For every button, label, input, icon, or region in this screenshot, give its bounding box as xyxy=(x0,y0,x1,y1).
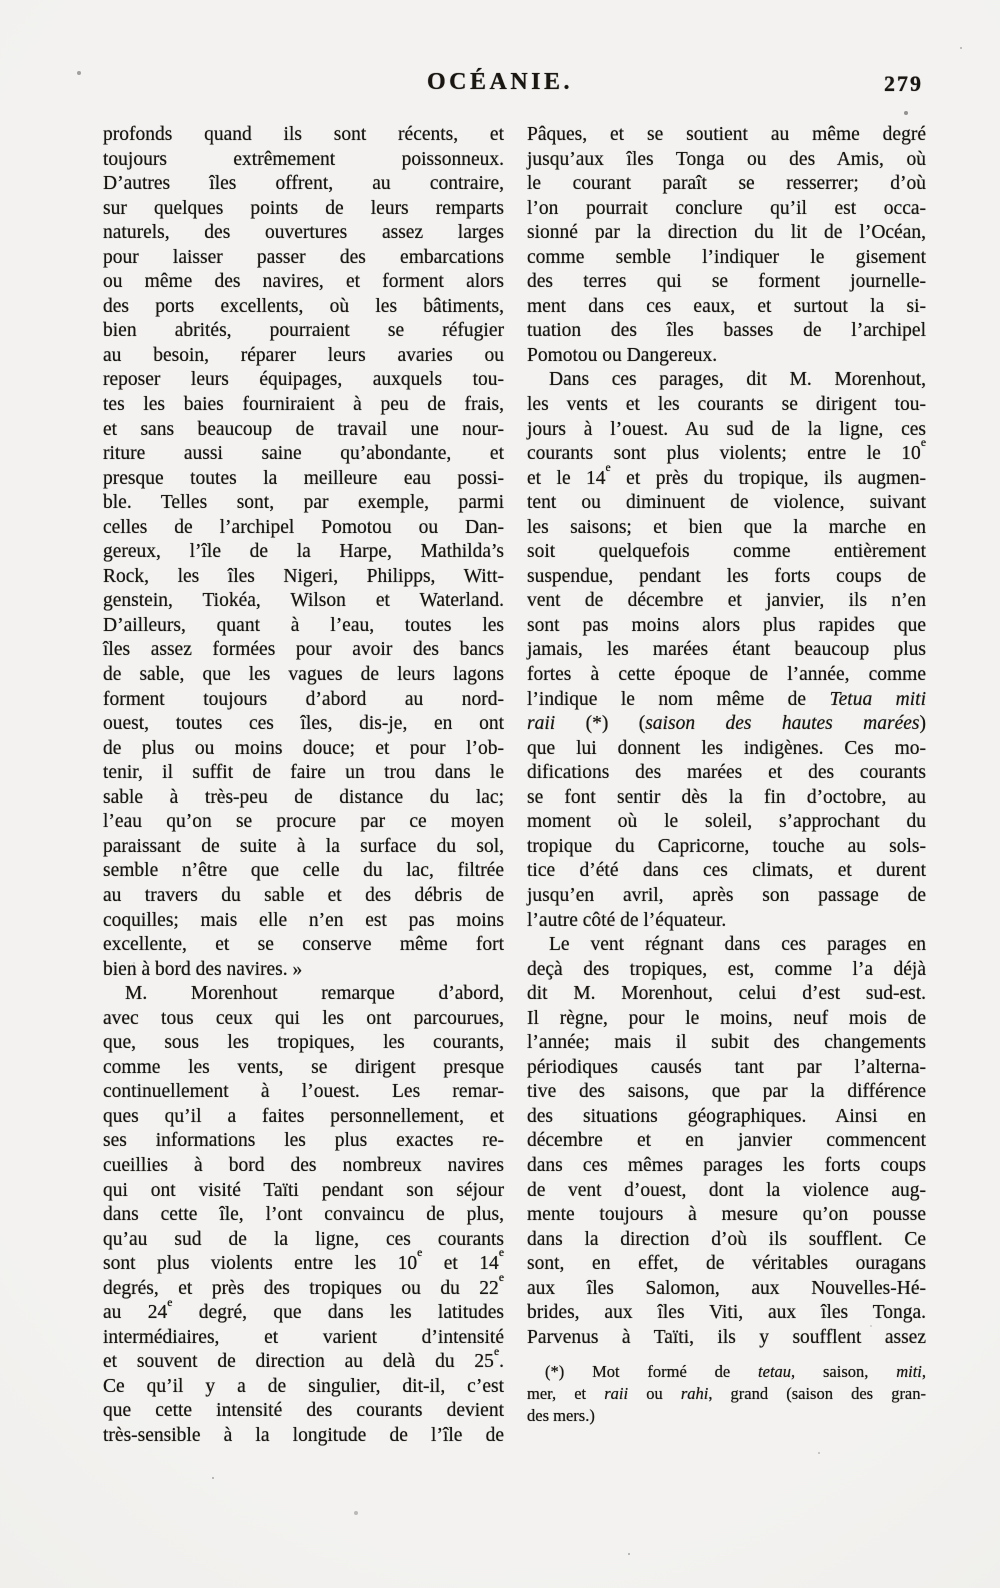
text-line: jamais, les marées étant beaucoup plus xyxy=(527,639,926,661)
text-line: comme semble l’indiquer le gisement xyxy=(527,246,926,268)
text-line: ouest, toutes ces îles, dis-je, en ont xyxy=(103,713,504,735)
text-line: tenir, il suffit de faire un trou dans le xyxy=(103,762,504,784)
text-line: îles assez formées pour avoir des bancs xyxy=(103,639,504,661)
scan-noise xyxy=(0,0,2,2)
text-line: Il règne, pour le moins, neuf mois de xyxy=(527,1007,926,1029)
running-title: OCÉANIE. xyxy=(426,69,574,95)
right-column-text xyxy=(527,123,926,1350)
text-line: semble n’être que celle du lac, filtrée xyxy=(103,860,504,882)
text-line: degrés, et près des tropiques ou du 22e xyxy=(103,1270,504,1299)
text-line: moment où le soleil, s’approchant du xyxy=(527,811,926,833)
text-line: jusqu’en avril, après son passage de xyxy=(527,884,926,906)
text-line: D’autres îles offrent, au contraire, xyxy=(103,173,504,195)
text-line: des terres qui se forment journelle- xyxy=(527,271,926,293)
text-line: Parvenus à Taïti, ils y soufflent assez xyxy=(527,1326,926,1348)
text-line: et souvent de direction au delà du 25e. xyxy=(103,1344,504,1373)
text-line: l’indique le nom même de Tetua miti xyxy=(527,688,926,710)
text-line: intermédiaires, et varient d’intensité xyxy=(103,1326,504,1348)
text-line: et le 14e et près du tropique, ils augmen- xyxy=(527,460,926,489)
text-line: dit M. Morenhout, celui d’est sud-est. xyxy=(527,983,926,1005)
text-line: sionné par la direction du lit de l’Océan, xyxy=(527,222,926,244)
text-line: M. Morenhout remarque d’abord, xyxy=(125,983,504,1005)
text-line: de sable, que les vagues de leurs lagons xyxy=(103,664,504,686)
text-line: et sans beaucoup de travail une nour- xyxy=(103,418,504,440)
text-line: aux îles Salomon, aux Nouvelles-Hé- xyxy=(527,1277,926,1299)
text-line: continuellement à l’ouest. Les remar- xyxy=(103,1081,504,1103)
text-line: riture aussi saine qu’abondante, et xyxy=(103,443,504,465)
text-line: au 24e degré, que dans les latitudes xyxy=(103,1295,505,1324)
text-line: pour laisser passer des embarcations xyxy=(103,246,504,268)
text-line: Le vent régnant dans ces parages en xyxy=(549,934,926,956)
text-line: presque toutes la meilleure eau possi- xyxy=(103,467,504,489)
text-line: difications des marées et des courants xyxy=(527,762,926,784)
text-line: de plus ou moins douce; et pour l’ob- xyxy=(103,737,504,759)
text-line: bien à bord des navires. » xyxy=(103,958,303,980)
text-line: tropique du Capricorne, touche au sols- xyxy=(527,835,926,857)
text-line: Rock, les îles Nigeri, Philipps, Witt- xyxy=(103,565,504,587)
text-line: l’autre côté de l’équateur. xyxy=(527,909,727,931)
text-line: dans cette île, l’ont convaincu de plus, xyxy=(103,1204,504,1226)
text-line: paraissant de suite à la surface du sol, xyxy=(103,835,504,857)
text-line: l’année; mais il subit des changements xyxy=(527,1032,926,1054)
text-line: deçà des tropiques, est, comme l’a déjà xyxy=(527,958,926,980)
text-line: tice d’été dans ces climats, et durent xyxy=(527,860,926,882)
text-line: ques qu’il a faites personnellement, et xyxy=(103,1105,504,1127)
left-column xyxy=(103,123,504,1449)
text-line: tent ou diminuent de violence, suivant xyxy=(527,492,926,514)
text-line: se font sentir dès la fin d’octobre, au xyxy=(527,786,926,808)
text-line: de vent d’ouest, dont la violence aug- xyxy=(527,1179,926,1201)
text-line: Pomotou ou Dangereux. xyxy=(527,344,718,366)
text-line: qu’au sud de la ligne, ces courants xyxy=(103,1228,504,1250)
text-line: périodiques causés tant par l’alterna- xyxy=(527,1056,926,1078)
text-line: bien abrités, pourraient se réfugier xyxy=(103,320,504,342)
text-line: reposer leurs équipages, auxquels tou- xyxy=(103,369,504,391)
text-line: des mers.) xyxy=(527,1405,595,1425)
text-line: sable à très-peu de distance du lac; xyxy=(103,786,504,808)
text-line: qui ont visité Taïti pendant son séjour xyxy=(103,1179,504,1201)
right-column xyxy=(527,123,926,1426)
text-line: naturels, des ouvertures assez larges xyxy=(103,222,504,244)
text-line: jours à l’ouest. Au sud de la ligne, ces xyxy=(527,418,926,440)
text-line: tes les baies fourniraient à peu de frais, xyxy=(103,394,504,416)
text-line: tuation des îles basses de l’archipel xyxy=(527,320,926,342)
text-line: D’ailleurs, quant à l’eau, toutes les xyxy=(103,614,504,636)
text-line: excellente, et se conserve même fort xyxy=(103,934,504,956)
text-line: décembre et en janvier commencent xyxy=(527,1130,926,1152)
text-line: Pâques, et se soutient au même degré xyxy=(527,124,926,145)
text-line: que, sous les tropiques, les courants, xyxy=(103,1032,504,1054)
text-line: soit quelquefois comme entièrement xyxy=(527,541,926,563)
text-line: les saisons; et bien que la marche en xyxy=(527,516,926,538)
text-line: très-sensible à la longitude de l’île de xyxy=(103,1424,504,1446)
text-line: Ce qu’il y a de singulier, dit-il, c’est xyxy=(103,1375,504,1397)
text-line: suspendue, pendant les forts coups de xyxy=(527,565,926,587)
footnote xyxy=(527,1361,926,1426)
text-line: au travers du sable et des débris de xyxy=(103,884,504,906)
text-line: mente toujours à mesure qu’on pousse xyxy=(527,1204,926,1226)
text-line: comme les vents, se dirigent presque xyxy=(103,1056,504,1078)
text-line: l’on pourrait conclure qu’il est occa- xyxy=(527,197,926,219)
text-line: tive des saisons, que par la différence xyxy=(527,1081,926,1103)
text-line: que cette intensité des courants devient xyxy=(103,1400,504,1422)
text-line: l’eau qu’on se procure par ce moyen xyxy=(103,811,504,833)
text-line: Dans ces parages, dit M. Morenhout, xyxy=(549,369,926,391)
page-number: 279 xyxy=(884,71,923,96)
text-line: dans ces mêmes parages les forts coups xyxy=(527,1154,926,1176)
text-line: avec tous ceux qui les ont parcourues, xyxy=(103,1007,504,1029)
text-line: le courant paraît se resserrer; d’où xyxy=(527,173,926,195)
text-line: que lui donnent les indigènes. Ces mo- xyxy=(527,737,926,759)
text-line: ment dans ces eaux, et surtout la si- xyxy=(527,295,926,317)
text-line: ses informations les plus exactes re- xyxy=(103,1130,504,1152)
text-line: vent de décembre et janvier, ils n’en xyxy=(527,590,926,612)
text-line: fortes à cette époque de l’année, comme xyxy=(527,664,926,686)
text-line: dans la direction d’où ils soufflent. Ce xyxy=(527,1228,926,1250)
text-line: sont pas moins alors plus rapides que xyxy=(527,614,926,636)
text-line: sur quelques points de leurs remparts xyxy=(103,197,504,219)
text-line: ou même des navires, et forment alors xyxy=(103,271,504,293)
text-line: raii (*) (saison des hautes marées) xyxy=(527,713,926,735)
text-line: ble. Telles sont, par exemple, parmi xyxy=(103,492,504,514)
text-line: des situations géographiques. Ainsi en xyxy=(527,1105,926,1127)
text-line: jusqu’aux îles Tonga ou des Amis, où xyxy=(527,148,926,170)
text-line: profonds quand ils sont récents, et xyxy=(103,124,504,145)
text-line: sont, en effet, de véritables ouragans xyxy=(527,1253,926,1275)
text-line: gereux, l’île de la Harpe, Mathilda’s xyxy=(103,541,504,563)
text-line: mer, et raii ou rahi, grand (saison des gran- xyxy=(527,1383,927,1403)
text-line: cueillies à bord des nombreux navires xyxy=(103,1154,504,1176)
text-line: au besoin, réparer leurs avaries ou xyxy=(103,344,504,366)
text-line: (*) Mot formé de tetau, saison, miti, xyxy=(545,1362,927,1382)
text-line: brides, aux îles Viti, aux îles Tonga. xyxy=(527,1302,926,1324)
text-line: les vents et les courants se dirigent tou- xyxy=(527,394,926,416)
text-line: sont plus violents entre les 10e et 14e xyxy=(103,1246,504,1275)
text-line: forment toujours d’abord au nord- xyxy=(103,688,504,710)
text-line: des ports excellents, où les bâtiments, xyxy=(103,295,504,317)
text-line: toujours extrêmement poissonneux. xyxy=(103,148,504,170)
text-line: coquilles; mais elle n’en est pas moins xyxy=(103,909,504,931)
text-line: celles de l’archipel Pomotou ou Dan- xyxy=(103,516,504,538)
text-line: genstein, Tiokéa, Wilson et Waterland. xyxy=(103,590,504,612)
text-line: courants sont plus violents; entre le 10e xyxy=(527,436,926,465)
